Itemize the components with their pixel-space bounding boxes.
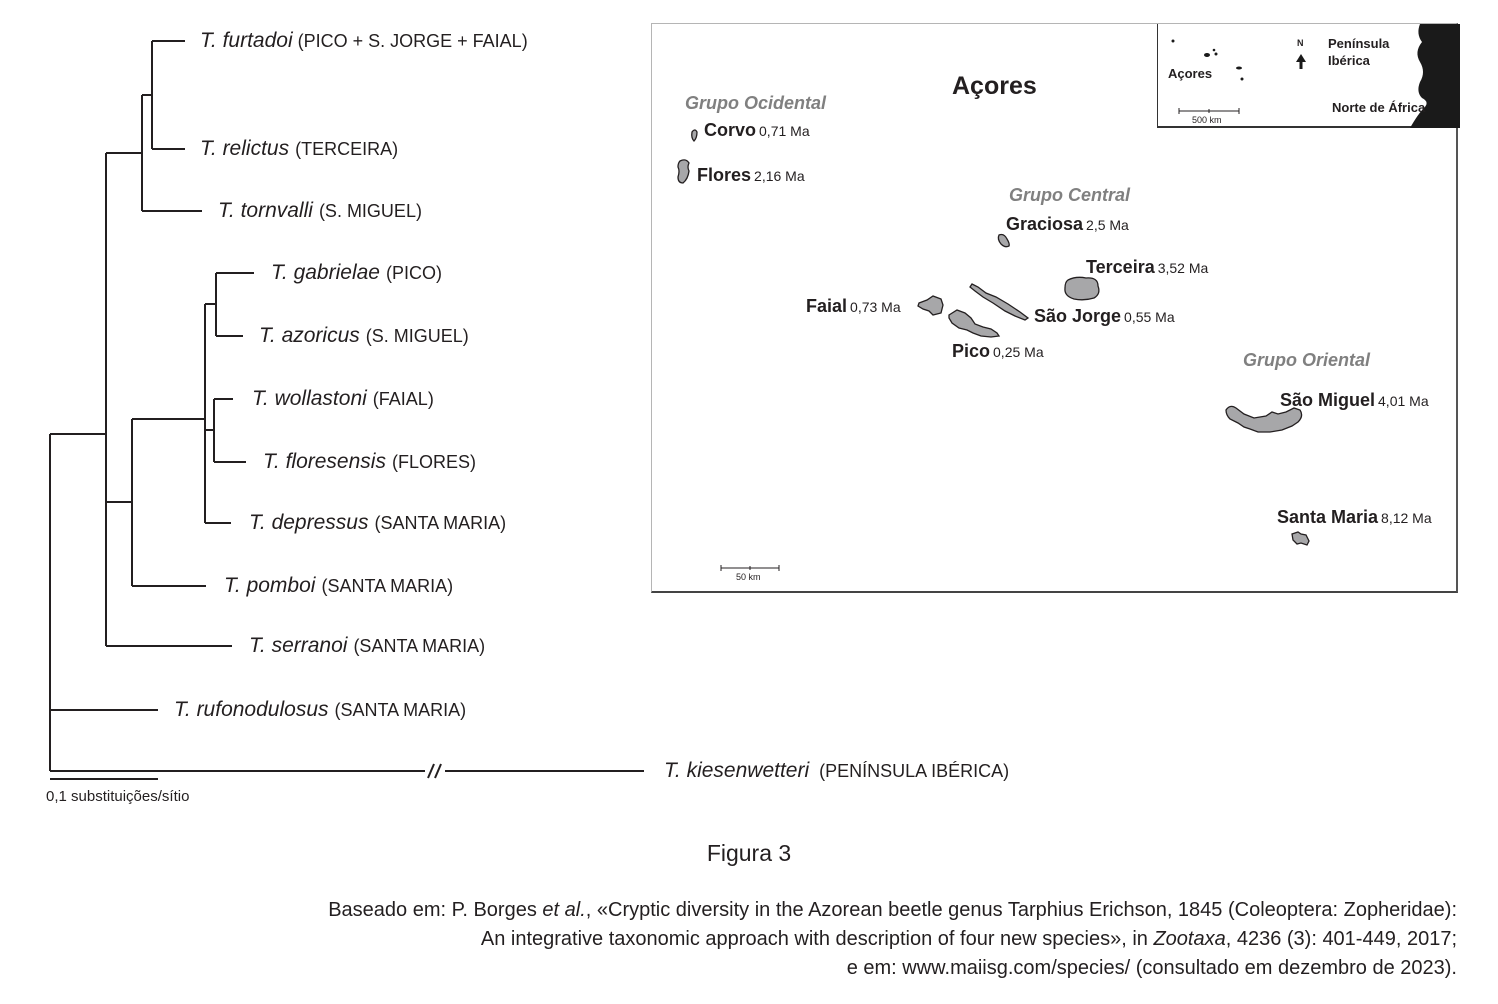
island-faial-shape	[918, 296, 943, 315]
island-sao-jorge-label: São Jorge 0,55 Ma	[1034, 306, 1175, 326]
map-title: Açores	[952, 72, 1037, 100]
species-name: T. gabrielae	[271, 261, 380, 284]
island-corvo-label: Corvo 0,71 Ma	[704, 120, 810, 140]
species-location: (PICO + S. JORGE + FAIAL)	[297, 31, 528, 51]
species-name: T. floresensis	[263, 450, 386, 473]
species-location: (SANTA MARIA)	[353, 636, 486, 656]
species-name: T. serranoi	[249, 634, 348, 657]
inset-africa-label: Norte de África	[1332, 100, 1426, 115]
island-pico-shape	[949, 310, 999, 337]
species-location: (S. MIGUEL)	[318, 201, 422, 221]
inset-scale-label: 500 km	[1192, 115, 1222, 125]
island-faial-label: Faial 0,73 Ma	[806, 296, 901, 316]
species-name: T. depressus	[249, 511, 369, 534]
north-arrow-icon	[1296, 54, 1306, 69]
taxon-wollastoni	[252, 387, 434, 411]
inset-north-label: N	[1297, 38, 1304, 48]
group-oriental-label: Grupo Oriental	[1243, 350, 1371, 370]
species-name: T. rufonodulosus	[174, 698, 329, 721]
inset-island	[1236, 67, 1242, 70]
taxon-kiesenwetteri	[664, 759, 1009, 783]
species-location: (TERCEIRA)	[295, 139, 399, 159]
branch-break-mark	[435, 764, 441, 778]
taxon-furtadoi	[200, 29, 528, 53]
inset-azores-label: Açores	[1168, 66, 1213, 81]
island-graciosa-label: Graciosa 2,5 Ma	[1006, 214, 1129, 234]
island-corvo-shape	[692, 130, 697, 141]
inset-island	[1215, 53, 1218, 56]
figure-caption	[328, 896, 1457, 983]
species-location: (PENÍNSULA IBÉRICA)	[819, 761, 1010, 781]
inset-island	[1172, 40, 1175, 43]
species-location: (SANTA MARIA)	[334, 700, 467, 720]
species-name: T. relictus	[200, 137, 290, 160]
group-central-label: Grupo Central	[1009, 185, 1131, 205]
taxon-relictus	[200, 137, 398, 161]
group-ocidental-label: Grupo Ocidental	[685, 93, 827, 113]
species-name: T. tornvalli	[218, 199, 313, 222]
inset-island	[1204, 53, 1210, 57]
branch-break-mark	[428, 764, 434, 778]
tree-scale-label: 0,1 substituições/sítio	[46, 788, 190, 805]
island-flores-label: Flores 2,16 Ma	[697, 165, 805, 185]
taxon-serranoi	[249, 634, 485, 658]
species-name: T. azoricus	[259, 324, 360, 347]
species-name: T. kiesenwetteri	[664, 759, 810, 782]
inset-iberia-label: Península Ibérica	[1328, 36, 1390, 68]
taxon-gabrielae	[271, 261, 442, 285]
taxon-pomboi	[224, 574, 453, 598]
inset-locator-map	[1157, 24, 1459, 128]
island-flores-shape	[678, 160, 689, 183]
species-location: (SANTA MARIA)	[321, 576, 454, 596]
species-location: (S. MIGUEL)	[365, 326, 469, 346]
species-name: T. pomboi	[224, 574, 316, 597]
species-location: (FLORES)	[391, 452, 476, 472]
taxon-depressus	[249, 511, 506, 535]
map-scale-label: 50 km	[736, 572, 761, 582]
inset-island	[1213, 49, 1216, 52]
caption-line-1: Baseado em: P. Borges et al., «Cryptic diversity in the Azorean beetle genus Tarphius Erichson, 1845 (Coleoptera: Zopheridae):	[328, 899, 1457, 921]
species-location: (PICO)	[385, 263, 442, 283]
island-santa-maria-label: Santa Maria 8,12 Ma	[1277, 507, 1432, 527]
taxon-floresensis	[263, 450, 476, 474]
azores-map	[651, 23, 1458, 593]
island-terceira-label: Terceira 3,52 Ma	[1086, 257, 1209, 277]
island-terceira-shape	[1065, 277, 1099, 299]
inset-island	[1241, 78, 1244, 81]
figure-label: Figura 3	[706, 840, 792, 866]
caption-line-3: e em: www.maiisg.com/species/ (consultado em dezembro de 2023).	[846, 957, 1457, 979]
island-graciosa-shape	[998, 235, 1009, 247]
caption-line-2: An integrative taxonomic approach with description of four new species», in Zootaxa, 4236 (3): 401-449, 2017;	[480, 928, 1457, 950]
taxon-azoricus	[259, 324, 469, 348]
island-santa-maria-shape	[1292, 532, 1309, 545]
island-sao-jorge-shape	[970, 284, 1028, 320]
species-name: T. furtadoi	[200, 29, 293, 52]
island-pico-label: Pico 0,25 Ma	[952, 341, 1044, 361]
taxon-tornvalli	[218, 199, 422, 223]
species-location: (SANTA MARIA)	[374, 513, 507, 533]
species-location: (FAIAL)	[372, 389, 434, 409]
taxon-rufonodulosus	[174, 698, 466, 722]
species-name: T. wollastoni	[252, 387, 367, 410]
island-sao-miguel-label: São Miguel 4,01 Ma	[1280, 390, 1429, 410]
